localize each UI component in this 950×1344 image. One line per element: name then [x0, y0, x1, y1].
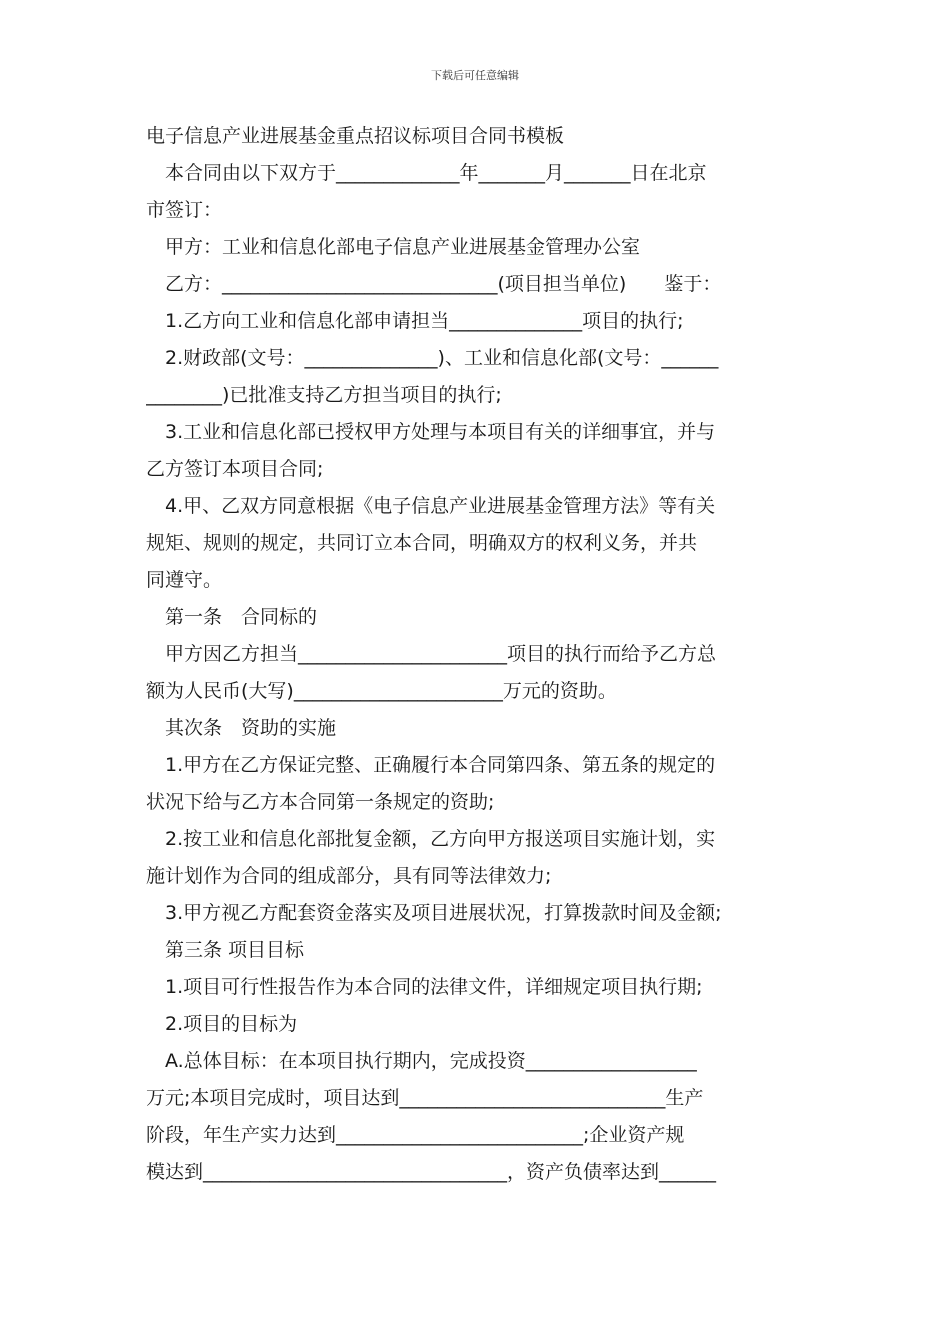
section-heading: 第三条 项目目标: [165, 939, 305, 961]
paragraph-line: 额为人民币(大写)______________________万元的资助。: [146, 680, 617, 702]
section-heading: 第一条 合同标的: [165, 606, 318, 628]
paragraph-line: 2.项目的目标为: [165, 1013, 298, 1035]
paragraph-line: 状况下给与乙方本合同第一条规定的资助;: [146, 791, 495, 813]
page-header-note: 下载后可任意编辑: [431, 69, 519, 82]
paragraph-line: 3.甲方视乙方配套资金落实及项目进展状况，打算拨款时间及金额;: [165, 902, 722, 924]
paragraph-line: 1.甲方在乙方保证完整、正确履行本合同第四条、第五条的规定的: [165, 754, 716, 776]
paragraph-line: 乙方签订本项目合同;: [146, 458, 324, 480]
paragraph-line: 模达到________________________________，资产负债率达到______: [146, 1161, 717, 1183]
paragraph-line: 甲方：工业和信息化部电子信息产业进展基金管理办公室: [165, 236, 641, 258]
paragraph-line: 乙方：_____________________________(项目担当单位) 鉴于：: [165, 273, 722, 295]
paragraph-line: 阶段，年生产实力达到__________________________;企业资产规: [146, 1124, 685, 1146]
paragraph-line: 万元;本项目完成时，项目达到____________________________生产: [146, 1087, 704, 1109]
paragraph-line: 施计划作为合同的组成部分，具有同等法律效力;: [146, 865, 552, 887]
paragraph-line: 市签订：: [146, 199, 223, 221]
paragraph-line: 1.项目可行性报告作为本合同的法律文件，详细规定项目执行期;: [165, 976, 703, 998]
paragraph-line: 同遵守。: [146, 569, 223, 591]
paragraph-line: 1.乙方向工业和信息化部申请担当______________项目的执行;: [165, 310, 684, 332]
paragraph-line: 2.财政部(文号：______________)、工业和信息化部(文号：______: [165, 347, 719, 369]
paragraph-line: ________)已批准支持乙方担当项目的执行;: [146, 384, 502, 406]
paragraph-line: 3.工业和信息化部已授权甲方处理与本项目有关的详细事宜，并与: [165, 421, 716, 443]
contract-document: [146, 118, 810, 1191]
paragraph-line: 本合同由以下双方于_____________年_______月_______日在北京: [165, 162, 707, 184]
paragraph-line: A.总体目标：在本项目执行期内，完成投资__________________: [165, 1050, 697, 1072]
paragraph-line: 规矩、规则的规定，共同订立本合同，明确双方的权利义务，并共: [146, 532, 698, 554]
paragraph-line: 甲方因乙方担当______________________项目的执行而给予乙方总: [165, 643, 717, 665]
paragraph-line: 4.甲、乙双方同意根据《电子信息产业进展基金管理方法》等有关: [165, 495, 716, 517]
section-heading: 其次条 资助的实施: [165, 717, 337, 739]
document-title: 电子信息产业进展基金重点招议标项目合同书模板: [146, 125, 565, 147]
paragraph-line: 2.按工业和信息化部批复金额，乙方向甲方报送项目实施计划，实: [165, 828, 716, 850]
